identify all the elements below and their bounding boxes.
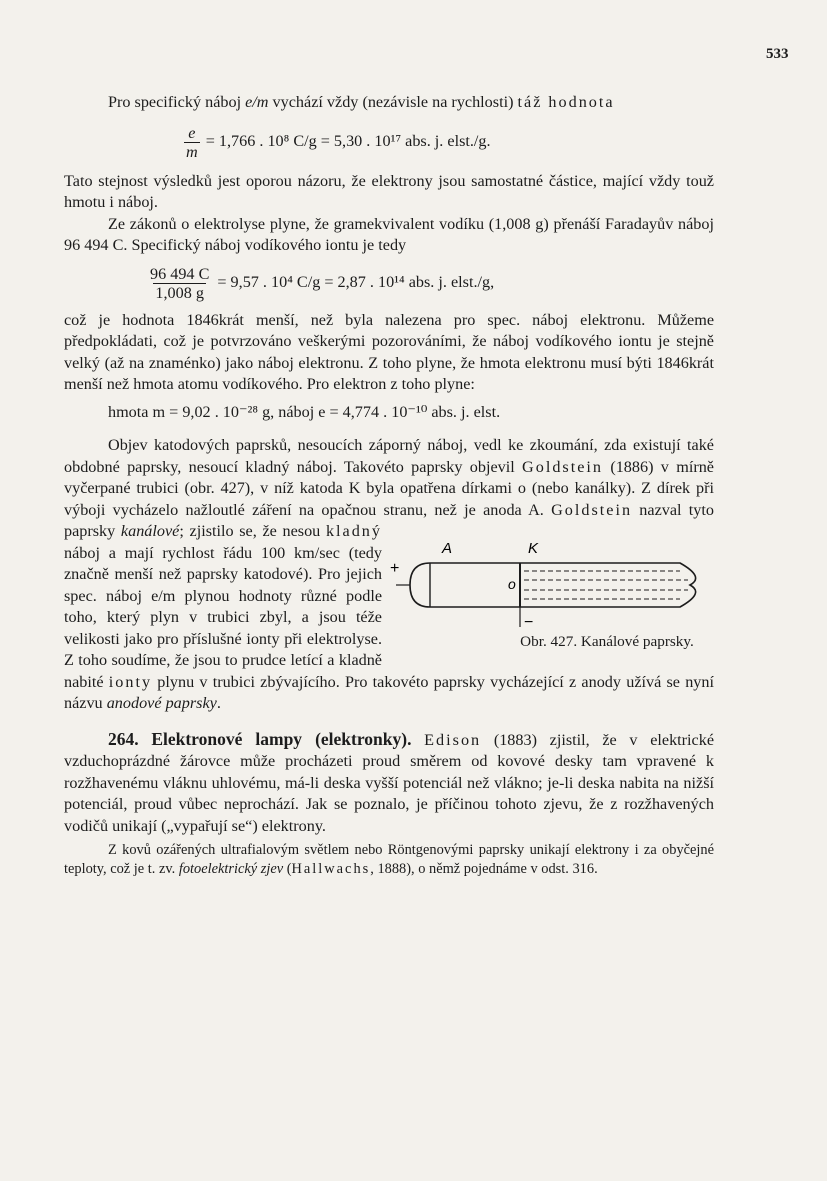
text-ionty: ionty [108, 672, 153, 691]
numerator: 96 494 C [150, 264, 210, 283]
denominator: 1,008 g [155, 283, 204, 302]
text: Objev katodových paprsků, nesoucích záporný náboj, vedl ke zkoumání, zda existují také obdobné paprsky, nesoucí kladný náboj. Takovéto paprsky objevil [64, 436, 714, 476]
text-kanalove: kanálové [120, 522, 180, 540]
numerator: e [188, 123, 196, 142]
section-number: 264. [108, 728, 139, 749]
tube-outline [410, 563, 696, 607]
text: ; zjistilo se, že nesou [179, 522, 326, 540]
text: plynu v trubici zbývajícího. Pro takovéto paprsky vycházející z anody užívá se nyní názvu [64, 672, 714, 712]
text-em: e/m [245, 93, 269, 111]
label-plus: + [390, 560, 400, 577]
formula-hydrogen-ion [64, 265, 714, 302]
text: , 1888), o němž pojednáme v odst. 316. [370, 860, 598, 877]
text-fotoel: fotoelektrický zjev [178, 860, 284, 877]
section-text: (1883) zjistil, že v elektrické vzduchoprázdné žárovce může procházeti proud směrem od kovové desky tam vpravené k rozžhavenému vláknu uhlovému, má-li deska vyšší potenciál než vlákno; je-li deska nabita na nižší potenciál, proud vůbec neprochází. Jak se poznalo, je příčinou tohoto zjevu, že z rozžhavených vodičů unikají („vypařují se“) elektrony. [64, 730, 715, 835]
text: Pro specifický náboj [108, 93, 246, 111]
paragraph-comparison: což je hodnota 1846krát menší, než byla nalezena pro spec. náboj elektronu. Můžeme předpokládati, což je potvrzováno veškerými pozorováními, že náboj vodíkového iontu je stejně velký (až na znaménko) jako náboj elektronu. Z toho plyne, že hmota elektronu musí býti 1846krát menší než hmota atomu vodíkového. Pro elektron z toho plyne: [64, 310, 714, 393]
paragraph-canal-rays [64, 435, 714, 715]
label-cathode: K [528, 540, 539, 557]
text: Z kovů ozářených ultrafialovým světlem nebo Röntgenovými paprsky unikají elektrony i za obyčejné teploty, což je t. zv. [64, 842, 714, 877]
text: nazval tyto paprsky [64, 500, 714, 540]
label-anode: A [442, 540, 453, 557]
figure-caption: Obr. 427. Kanálové paprsky. [520, 633, 694, 650]
text: (1886) v mírně vyčerpané trubici (obr. 427), v níž katoda K byla opatřena dírkami o (nebo kanálky). Z dírek při výboji vycházelo nažloutlé záření na opačnou stranu, než je anoda A. [64, 457, 714, 519]
name-hallwachs: Hallwachs [291, 860, 371, 877]
name-goldstein: Goldstein [522, 457, 603, 476]
text: náboj a mají rychlost řádu 100 km/sec (tedy značně menší než paprsky katodové). Pro jejich spec. náboj e/m plynou hodnoty různé podle toho, který plyn v trubici zbyl, a jsou téže velikosti jako pro příslušné ionty při elektrolyse. Z toho soudíme, že jsou to prudce letící a kladně nabité [64, 543, 382, 691]
paragraph-equality: Tato stejnost výsledků jest oporou názoru, že elektrony jsou samostatné částice, mající vždy touž hmotu i náboj. [64, 171, 714, 211]
figure-427 [390, 523, 720, 665]
formula-electron-charge [64, 124, 714, 161]
text-kladny: kladný [325, 522, 382, 540]
formula-rest: = 9,57 . 10⁴ C/g = 2,87 . 10¹⁴ abs. j. elst./g, [217, 273, 495, 292]
name-edison: Edison [424, 730, 482, 749]
paragraph-electrolysis: Ze zákonů o elektrolyse plyne, že gramekvivalent vodíku (1,008 g) přenáší Faradayův náboj 96 494 C. Specifický náboj vodíkového iontu je tedy [64, 214, 714, 254]
section-264 [64, 729, 714, 838]
paragraph-specific-charge [64, 92, 714, 114]
label-holes: o [508, 576, 516, 592]
formula-electron-mass: hmota m = 9,02 . 10⁻²⁸ g, náboj e = 4,774 . 10⁻¹⁰ abs. j. elst. [108, 402, 501, 421]
page-number: 533 [766, 46, 789, 62]
page-body [64, 92, 714, 878]
formula-rest: = 1,766 . 10⁸ C/g = 5,30 . 10¹⁷ abs. j. elst./g. [205, 132, 491, 151]
fraction [184, 124, 200, 161]
text: táž hodnota [517, 93, 615, 111]
denominator: m [186, 142, 198, 161]
text-anodove: anodové paprsky [106, 694, 217, 712]
fraction [148, 265, 211, 302]
name-goldstein: Goldstein [551, 500, 633, 519]
text: . [216, 694, 221, 712]
text: ( [283, 860, 292, 877]
section-title: Elektronové lampy (elektronky). [151, 728, 412, 749]
note-photoelectric [64, 841, 714, 878]
text: vychází vždy (nezávisle na rychlosti) [268, 93, 514, 111]
label-minus: − [524, 614, 534, 631]
canal-ray-tube-diagram [390, 523, 720, 633]
